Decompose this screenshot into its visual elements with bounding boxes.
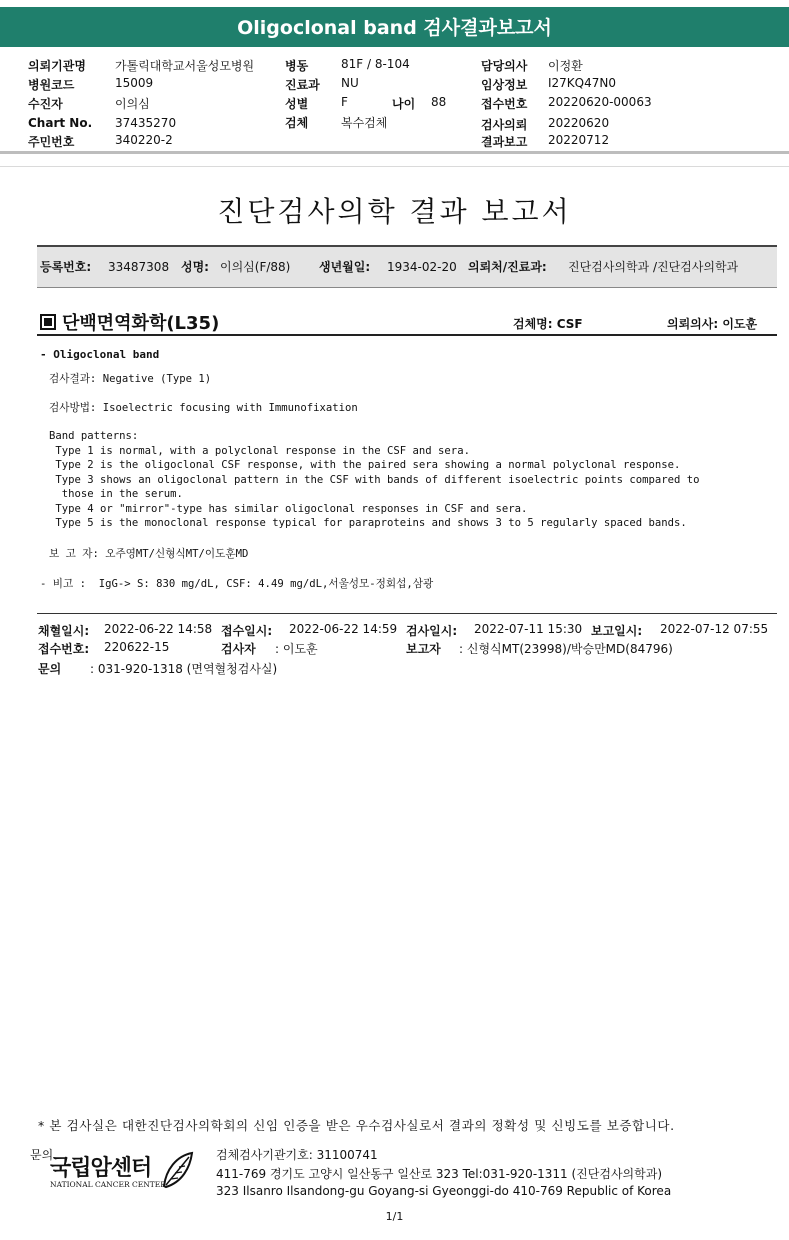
test-result: 검사결과: Negative (Type 1) [49,373,212,385]
report-date-value: 2022-07-12 07:55 [660,622,769,636]
header-label: 병동 [285,59,309,73]
logo-english-text: NATIONAL CANCER CENTER [50,1180,166,1189]
header-label: 접수번호 [481,97,528,111]
header-label: 병원코드 [28,78,75,92]
accession-label: 접수번호: [38,642,90,656]
contact-label: 문의 [38,662,62,676]
header-label: 검체 [285,116,309,130]
logo-prefix: 문의 [30,1148,54,1162]
report-date-label: 보고일시: [591,624,643,638]
header-value: 20220620 [548,116,610,130]
header-label: 결과보고 [481,135,528,149]
dept-value: 진단검사의학과 /진단검사의학과 [568,260,739,274]
filled-square-icon [40,314,56,330]
section-divider [37,334,777,336]
dob-value: 1934-02-20 [387,260,457,274]
pattern-line: Type 2 is the oligoclonal CSF response, with the paired sera showing a normal polyclonal response. [49,459,681,471]
dept-label: 의뢰처/진료과: [468,260,547,274]
national-cancer-center-logo [30,1148,204,1198]
header-value: NU [341,76,359,90]
accreditation-notice: * 본 검사실은 대한진단검사의학회의 신임 인증을 받은 우수검사실로서 결과의 정확성 및 신빙도를 보증합니다. [38,1118,675,1133]
reg-label: 등록번호: [40,260,92,274]
reporter-line: 보 고 자: 오주영MT/신형식MT/이도훈MD [49,548,249,560]
header-value: 20220712 [548,133,610,147]
patient-info-bar [37,245,777,288]
reporter-label: 보고자 [406,642,441,656]
receive-value: 2022-06-22 14:59 [289,622,398,636]
header-value: 15009 [115,76,154,90]
header-value: 복수검체 [341,116,388,130]
requesting-doctor: 의뢰의사: 이도훈 [667,317,758,331]
address-english: 323 Ilsanro Ilsandong-gu Goyang-si Gyeonggi-do 410-769 Republic of Korea [216,1184,672,1198]
header-label: Chart No. [28,116,93,130]
pattern-line: Type 3 shows an oligoclonal pattern in the CSF with bands of different isoelectric points compared to [49,474,700,486]
section-title [40,309,219,335]
test-date-label: 검사일시: [406,624,458,638]
header-label: 담당의사 [481,59,528,73]
name-label: 성명: [181,260,209,274]
header-value: I27KQ47N0 [548,76,617,90]
header-value: 81F / 8-104 [341,57,410,71]
receive-label: 접수일시: [221,624,273,638]
header-label: 성별 [285,97,309,111]
tester-value: : 이도훈 [275,642,318,656]
name-value: 이의심(F/88) [220,260,291,274]
section-title-text: 단백면역화학(L35) [62,313,220,334]
header-label: 주민번호 [28,135,75,149]
address-korean: 411-769 경기도 고양시 일산동구 일산로 323 Tel:031-920-1311 (진단검사의학과) [216,1167,663,1181]
pattern-line: those in the serum. [49,488,183,500]
page-number: 1/1 [385,1210,404,1223]
report-banner: Oligoclonal band 검사결과보고서 [0,7,789,47]
header-label: 검사의뢰 [481,118,528,132]
patterns-heading: Band patterns: [49,430,139,442]
header-value: 이의심 [115,97,150,111]
pattern-line: Type 5 is the monoclonal response typical for paraproteins and shows 3 to 5 regularly spaced bands. [49,517,687,529]
tester-label: 검사자 [221,642,256,656]
header-value: 37435270 [115,116,177,130]
test-date-value: 2022-07-11 15:30 [474,622,583,636]
test-method: 검사방법: Isoelectric focusing with Immunofixation [49,402,358,414]
header-value: 20220620-00063 [548,95,652,109]
contact-value: : 031-920-1318 (면역혈청검사실) [90,662,278,676]
pattern-line: Type 1 is normal, with a polyclonal response in the CSF and sera. [49,445,470,457]
header-value: F [341,95,348,109]
header-value: 가톨릭대학교서울성모병원 [115,59,255,73]
collect-value: 2022-06-22 14:58 [104,622,213,636]
dob-label: 생년월일: [319,260,371,274]
reporter-value: : 신형식MT(23998)/박승만MD(84796) [459,642,673,656]
specimen-label: 검체명: CSF [513,317,583,331]
remark-line: - 비고 : IgG-> S: 830 mg/dL, CSF: 4.49 mg/dL,서울성모-정회섭,삼광 [40,578,434,590]
pattern-line: Type 4 or "mirror"-type has similar oligoclonal responses in CSF and sera. [49,503,528,515]
header-divider [0,166,789,167]
header-label: 의뢰기관명 [28,59,86,73]
logo-korean-text: 국립암센터 [50,1156,152,1181]
header-label: 나이 [392,97,416,111]
test-name: - Oligoclonal band [40,348,160,361]
accession-value: 220622-15 [104,640,170,654]
header-value: 88 [431,95,447,109]
institution-code: 검체검사기관기호: 31100741 [216,1148,378,1162]
header-divider [0,151,789,154]
header-label: 진료과 [285,78,320,92]
collect-label: 채혈일시: [38,624,90,638]
header-value: 이정환 [548,59,583,73]
header-label: 수진자 [28,97,63,111]
report-title: 진단검사의학 결과 보고서 [217,195,572,228]
header-value: 340220-2 [115,133,173,147]
reg-value: 33487308 [108,260,170,274]
leaf-icon [160,1150,196,1190]
footer-divider [37,613,777,614]
header-label: 임상정보 [481,78,528,92]
